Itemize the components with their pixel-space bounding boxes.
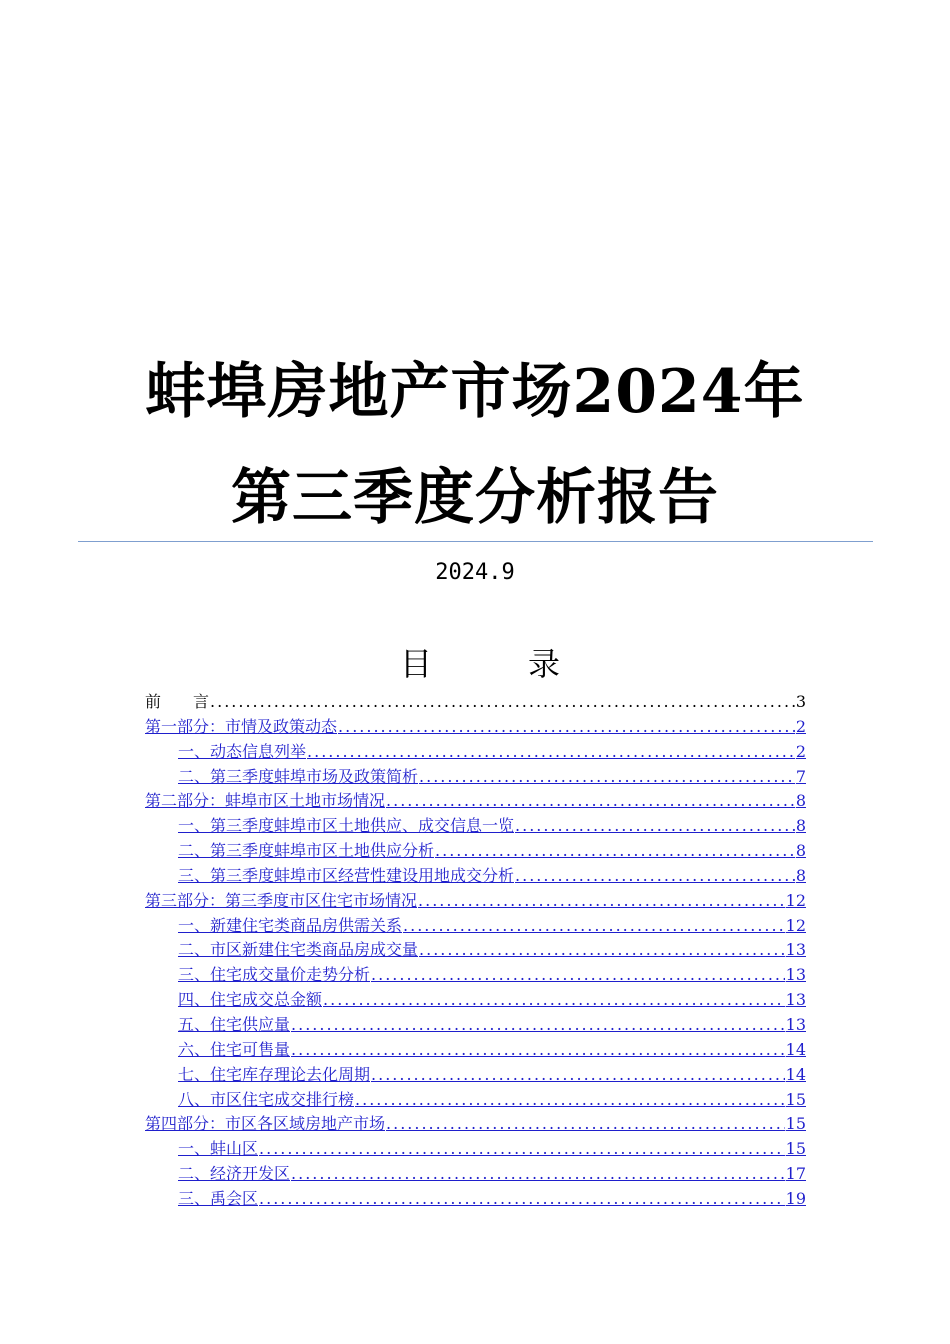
- toc-leader-dots: [323, 988, 785, 1013]
- toc-heading-right: 录: [527, 645, 560, 683]
- toc-entry-label: 第二部分：蚌埠市区土地市场情况: [145, 791, 386, 811]
- toc-entry[interactable]: [145, 1063, 806, 1088]
- toc-entry[interactable]: [145, 715, 806, 740]
- toc-entry-label: 七、住宅库存理论去化周期: [178, 1064, 371, 1084]
- toc-entry-label: 前 言: [145, 692, 210, 711]
- toc-entry-page: 13: [785, 940, 806, 960]
- toc-entry-label: 第三部分：第三季度市区住宅市场情况: [145, 890, 418, 910]
- toc-entry[interactable]: [145, 1088, 806, 1113]
- toc-entry-page: 14: [785, 1039, 806, 1059]
- toc-entry-page: 2: [795, 741, 806, 761]
- toc-entry-label: 一、新建住宅类商品房供需关系: [178, 915, 403, 935]
- toc-leader-dots: [435, 839, 795, 864]
- toc-leader-dots: [210, 690, 795, 715]
- toc-entry-label: 二、第三季度蚌埠市场及政策简析: [178, 766, 419, 786]
- toc-entry-page: 12: [785, 890, 806, 910]
- toc-leader-dots: [386, 1112, 785, 1137]
- toc-entry-label: 第四部分：市区各区域房地产市场: [145, 1114, 386, 1134]
- toc-heading-left: 目: [400, 645, 433, 683]
- toc-entry-page: 15: [785, 1114, 806, 1134]
- toc-entry[interactable]: [145, 789, 806, 814]
- report-title-line-1: 蚌埠房地产市场2024年: [145, 357, 805, 427]
- toc-entry[interactable]: [145, 1162, 806, 1187]
- toc-leader-dots: [386, 789, 795, 814]
- toc-entry-page: 8: [795, 865, 806, 885]
- toc-entry-label: 第一部分：市情及政策动态: [145, 716, 338, 736]
- title-divider: [78, 541, 873, 542]
- table-of-contents: [145, 690, 806, 1212]
- toc-entry[interactable]: [145, 1187, 806, 1212]
- toc-entry-label: 二、经济开发区: [178, 1164, 291, 1184]
- toc-entry-page: 7: [795, 766, 806, 786]
- toc-entry-page: 14: [785, 1064, 806, 1084]
- toc-entry-label: 三、禹会区: [178, 1188, 259, 1208]
- toc-entry-page: 13: [785, 990, 806, 1010]
- toc-entry-label: 三、住宅成交量价走势分析: [178, 965, 371, 985]
- toc-leader-dots: [403, 914, 785, 939]
- toc-leader-dots: [291, 1013, 785, 1038]
- toc-entry[interactable]: [145, 765, 806, 790]
- toc-entry-page: 12: [785, 915, 806, 935]
- toc-leader-dots: [419, 765, 795, 790]
- toc-entry-label: 六、住宅可售量: [178, 1039, 291, 1059]
- toc-leader-dots: [515, 814, 795, 839]
- toc-entry[interactable]: [145, 889, 806, 914]
- toc-entry[interactable]: [145, 1013, 806, 1038]
- toc-entry[interactable]: [145, 1038, 806, 1063]
- report-date: 2024.9: [435, 560, 515, 585]
- toc-entry[interactable]: [145, 864, 806, 889]
- toc-entry[interactable]: [145, 938, 806, 963]
- toc-entry-page: 2: [795, 716, 806, 736]
- toc-entry-page: 3: [795, 692, 806, 711]
- toc-entry-label: 三、第三季度蚌埠市区经营性建设用地成交分析: [178, 865, 515, 885]
- toc-entry-label: 二、第三季度蚌埠市区土地供应分析: [178, 841, 435, 861]
- toc-entry-label: 五、住宅供应量: [178, 1014, 291, 1034]
- toc-entry-label: 四、住宅成交总金额: [178, 990, 323, 1010]
- toc-leader-dots: [418, 889, 785, 914]
- toc-leader-dots: [355, 1088, 785, 1113]
- toc-entry-label: 八、市区住宅成交排行榜: [178, 1089, 355, 1109]
- toc-leader-dots: [291, 1038, 785, 1063]
- toc-entry[interactable]: [145, 839, 806, 864]
- toc-entry-page: 13: [785, 965, 806, 985]
- toc-entry-page: 15: [785, 1089, 806, 1109]
- toc-entry-page: 15: [785, 1139, 806, 1159]
- toc-entry-page: 8: [795, 791, 806, 811]
- toc-leader-dots: [259, 1187, 785, 1212]
- toc-entry-page: 19: [785, 1188, 806, 1208]
- toc-entry[interactable]: [145, 988, 806, 1013]
- toc-entry[interactable]: [145, 914, 806, 939]
- toc-entry-page: 8: [795, 816, 806, 836]
- toc-leader-dots: [515, 864, 795, 889]
- report-title-line-2: 第三季度分析报告: [231, 463, 719, 533]
- toc-entry[interactable]: [145, 963, 806, 988]
- toc-entry[interactable]: [145, 740, 806, 765]
- toc-entry-page: 13: [785, 1014, 806, 1034]
- toc-leader-dots: [307, 740, 795, 765]
- toc-entry-label: 一、第三季度蚌埠市区土地供应、成交信息一览: [178, 816, 515, 836]
- toc-heading: [400, 645, 560, 683]
- toc-entry[interactable]: [145, 814, 806, 839]
- toc-leader-dots: [259, 1137, 785, 1162]
- toc-entry-label: 一、动态信息列举: [178, 741, 307, 761]
- toc-entry-label: 二、市区新建住宅类商品房成交量: [178, 940, 419, 960]
- toc-entry[interactable]: [145, 1112, 806, 1137]
- toc-entry-label: 一、蚌山区: [178, 1139, 259, 1159]
- toc-entry: [145, 690, 806, 715]
- toc-entry[interactable]: [145, 1137, 806, 1162]
- toc-leader-dots: [371, 1063, 785, 1088]
- toc-entry-page: 8: [795, 841, 806, 861]
- toc-leader-dots: [338, 715, 795, 740]
- toc-leader-dots: [371, 963, 785, 988]
- toc-leader-dots: [291, 1162, 785, 1187]
- toc-entry-page: 17: [785, 1164, 806, 1184]
- toc-leader-dots: [419, 938, 785, 963]
